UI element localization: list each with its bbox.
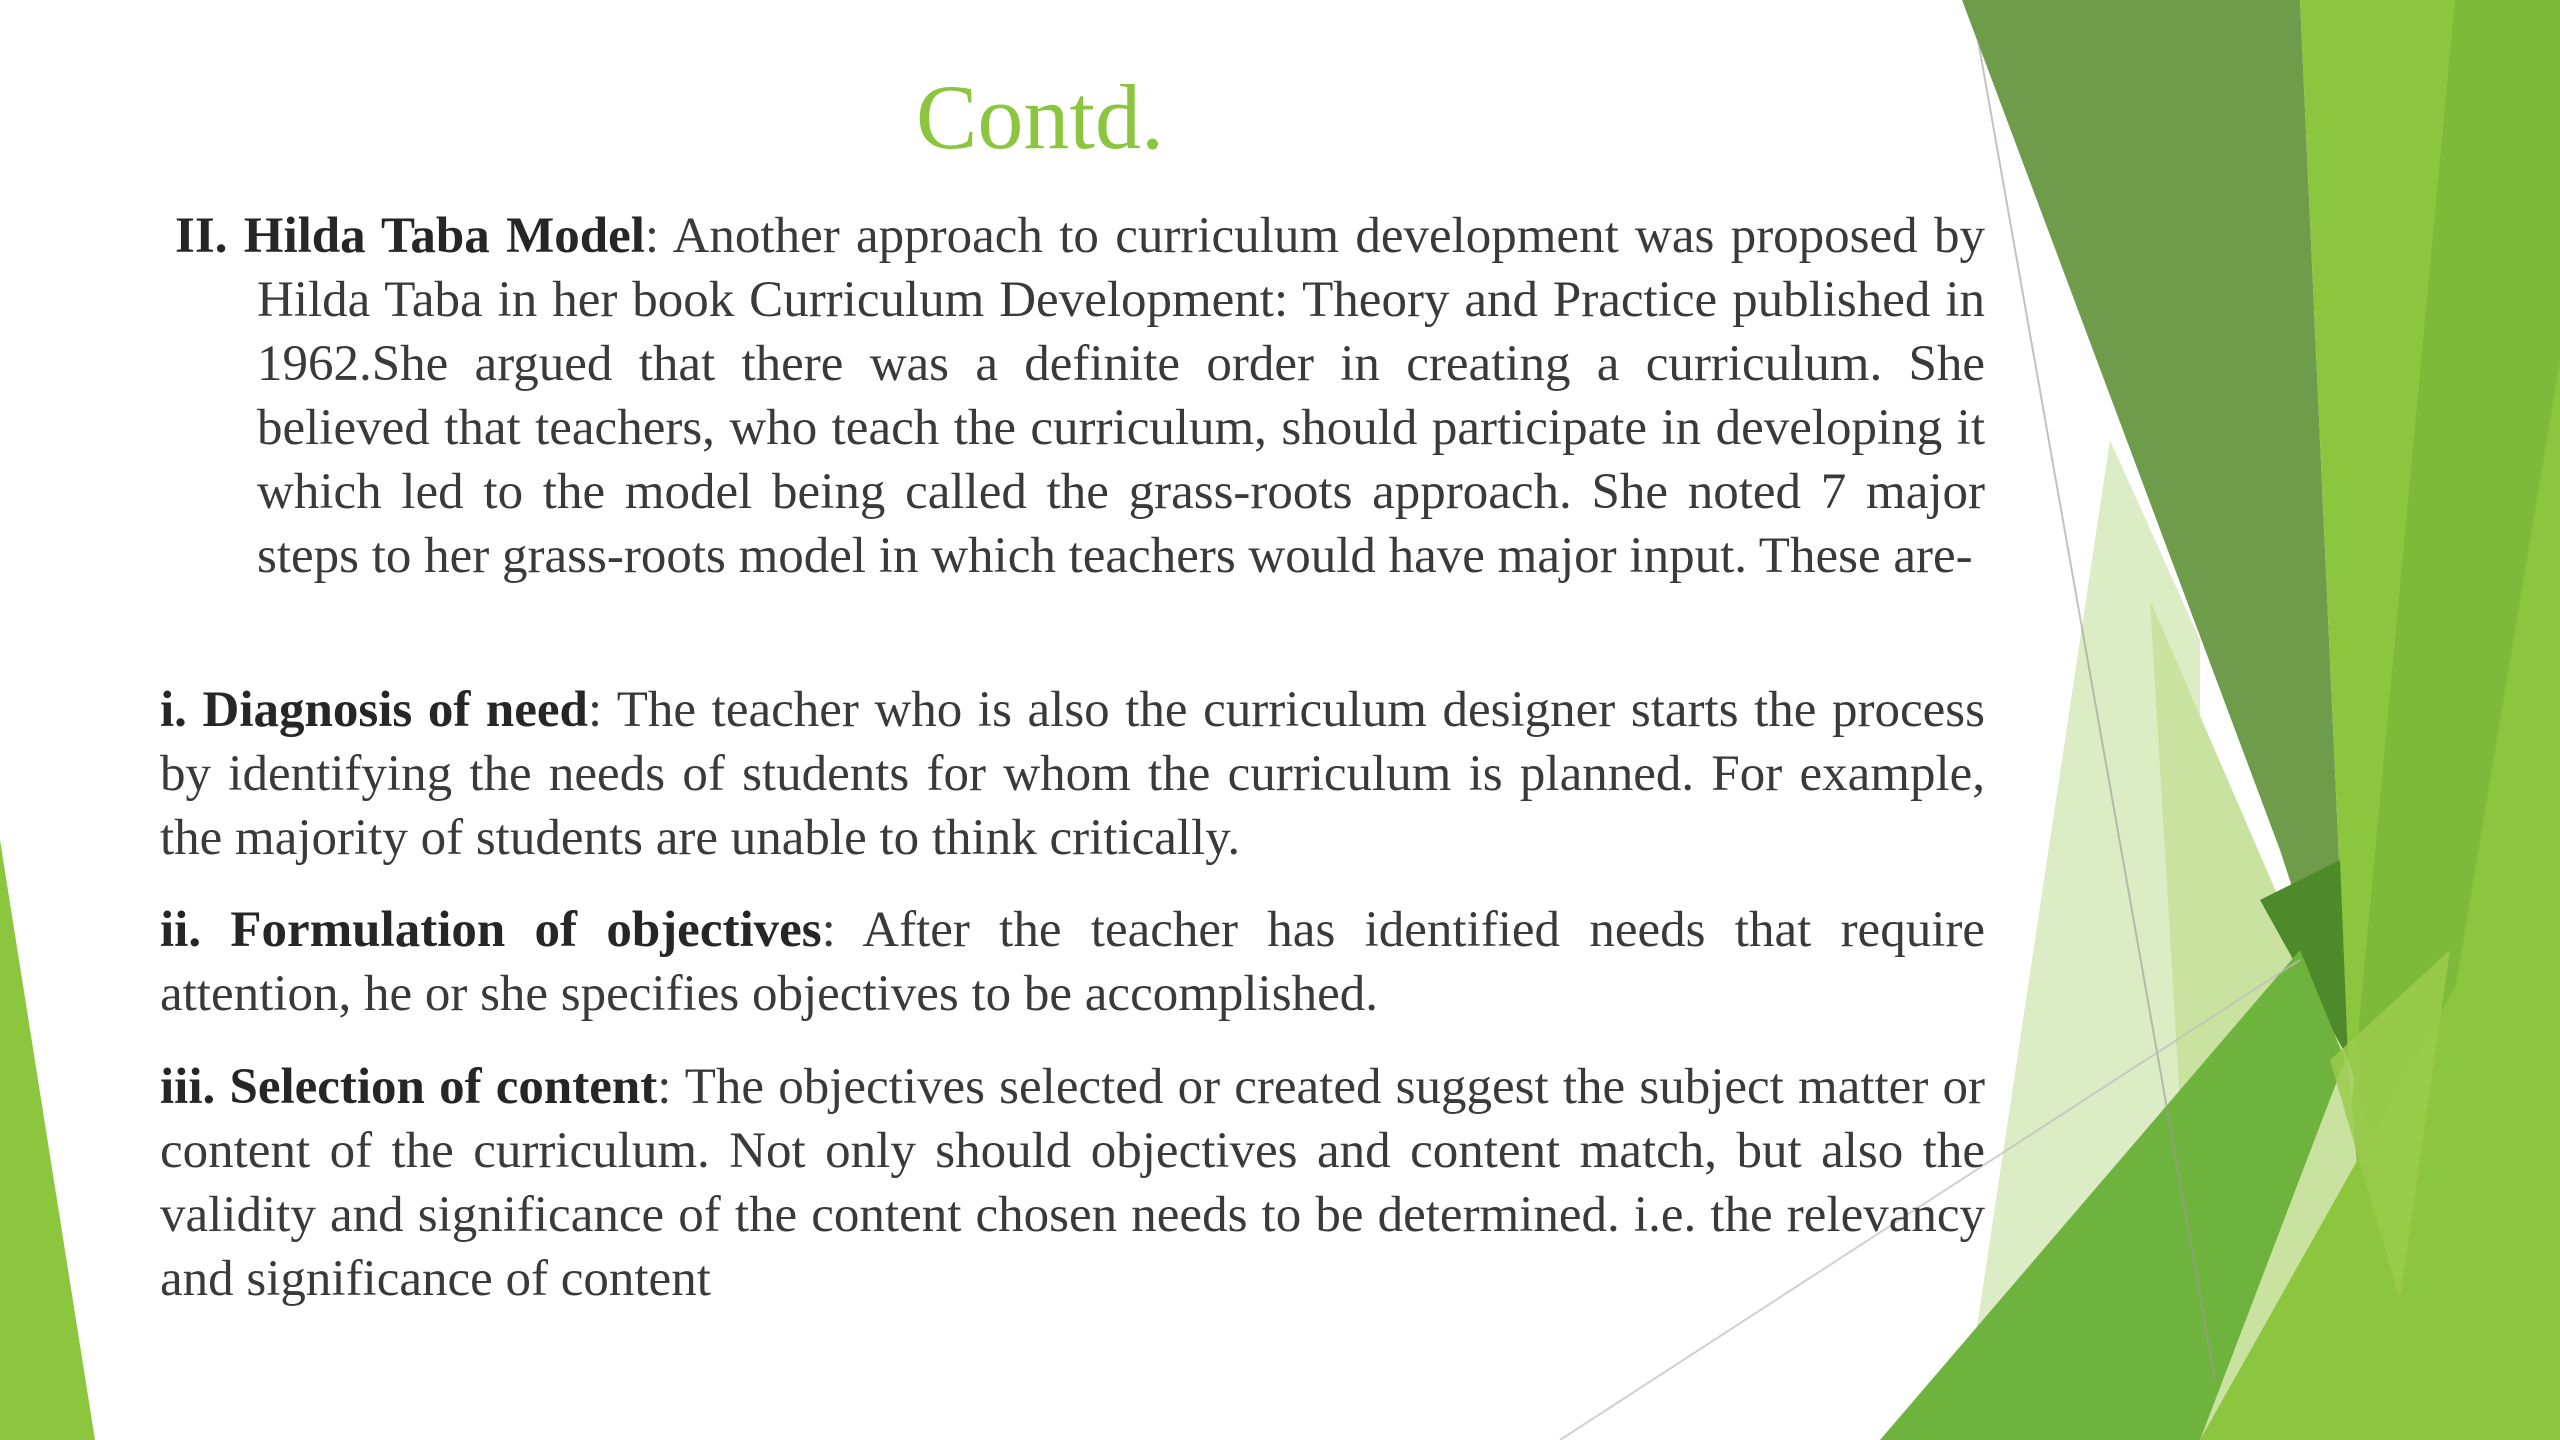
step-text: : The teacher who is also the curriculum designer starts the process by identifying the needs of students for whom the curriculum is planned. For example, the majority of students are unable to think critically. [160, 682, 1985, 866]
paragraph-text: : Another approach to curriculum development was proposed by Hilda Taba in her book Curriculum Development: Theory and Practice published in 1962.She argued that there was a definite order in creating a curriculum. She believed that teachers, who teach the curriculum, should participate in developing it which led to the model being called the grass-roots approach. She noted 7 major steps to her grass-roots model in which teachers would have major input. These are- [257, 208, 1985, 584]
step-diagnosis-of-need [160, 678, 1985, 870]
step-heading: i. Diagnosis of need [160, 682, 588, 738]
step-text: : After the teacher has identified needs that require attention, he or she specifies objectives to be accomplished. [160, 902, 1985, 1022]
step-heading: iii. Selection of content [160, 1059, 658, 1115]
left-accent-shape [0, 840, 95, 1440]
paragraph-hilda-taba-model [175, 204, 1985, 588]
step-text: : The objectives selected or created suggest the subject matter or content of the curriculum. Not only should objectives and content match, but also the validity and significance of the content chosen needs to be determined. i.e. the relevancy and significance of content [160, 1059, 1985, 1307]
paragraph-heading: II. Hilda Taba Model [175, 208, 645, 264]
step-selection-of-content [160, 1055, 1985, 1311]
step-formulation-of-objectives [160, 898, 1985, 1026]
step-heading: ii. Formulation of objectives [160, 902, 822, 958]
slide-title: Contd. [916, 66, 1164, 168]
